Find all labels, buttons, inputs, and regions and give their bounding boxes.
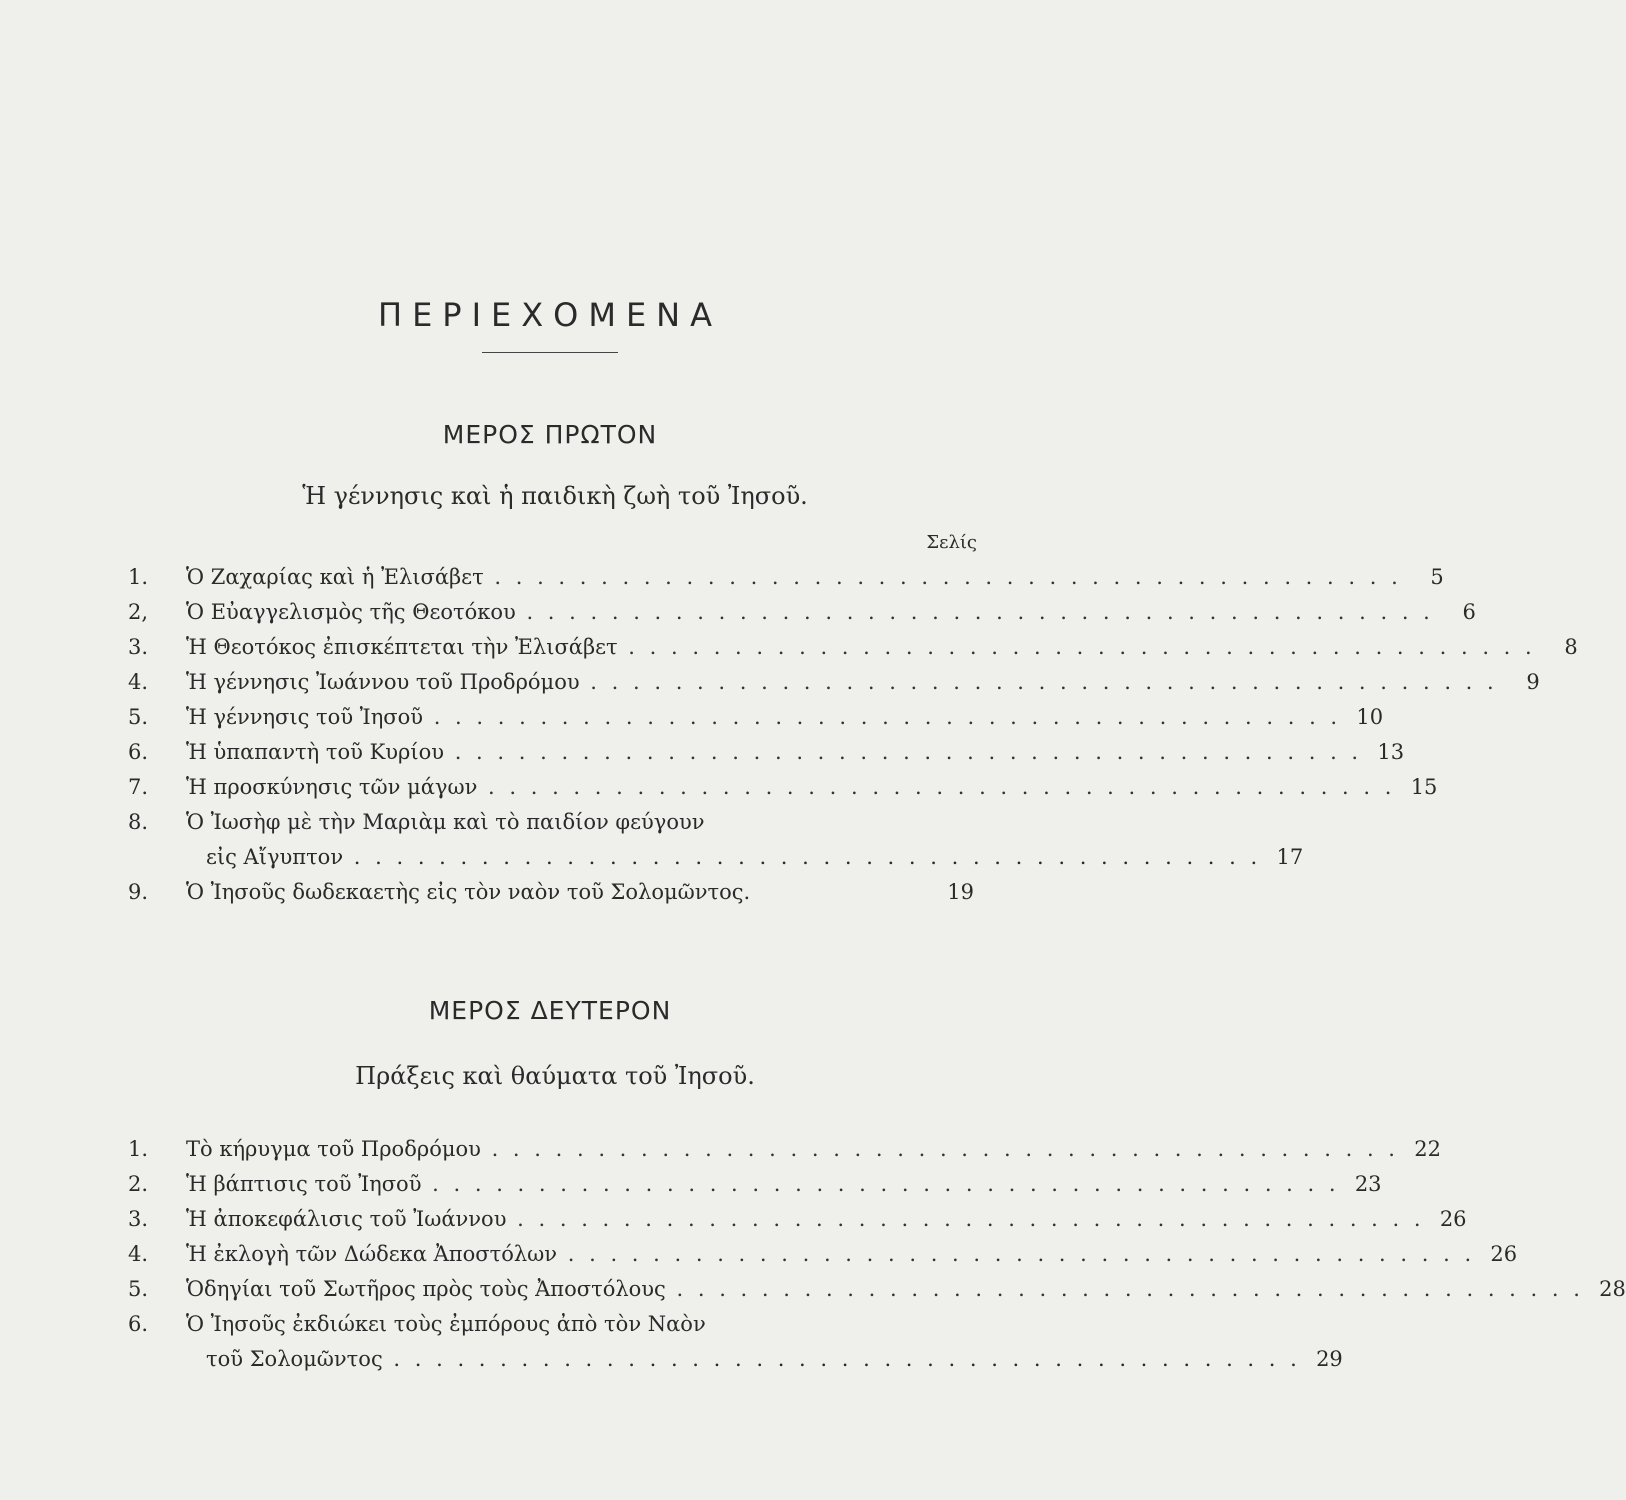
entry-number: 5. (128, 1277, 149, 1301)
toc-entry (128, 1167, 1382, 1202)
entry-page: 19 (932, 875, 974, 910)
entry-title: Ἡ προσκύνησις τῶν μάγων . . . (186, 770, 1395, 805)
entry-title (186, 1307, 1301, 1377)
toc-entry (128, 1237, 1518, 1272)
toc-entry (128, 700, 1384, 735)
part-1-heading: ΜΕΡΟΣ ΠΡΩΤΟΝ (442, 420, 658, 449)
entry-page: 6 (1434, 595, 1476, 630)
entry-number: 9. (128, 880, 149, 904)
page-title: ΠΕΡΙΕΧΟΜΕΝΑ (378, 296, 722, 334)
entry-title: Ἡ βάπτισις τοῦ Ἰησοῦ . . . (186, 1167, 1340, 1202)
entry-number: 6. (128, 1312, 149, 1336)
toc-entry (128, 770, 1438, 805)
entry-title: Ἡ Θεοτόκος ἐπισκέπτεται τὴν Ἐλισάβετ . . . (186, 630, 1536, 665)
entry-title: Ἡ ὑπαπαντὴ τοῦ Κυρίου . . . (186, 735, 1362, 770)
toc-entry (128, 595, 1476, 630)
entry-number: 3. (128, 635, 149, 659)
toc-entry (128, 630, 1578, 665)
toc-entry (128, 665, 1540, 700)
entry-title-line-2: τοῦ Σολομῶντος . . . (186, 1342, 1301, 1377)
entry-title-line-2: εἰς Αἴγυπτον . . . (186, 840, 1261, 875)
toc-entry (128, 560, 1444, 595)
entry-page: 8 (1536, 630, 1578, 665)
entry-title-line-1: Ὁ Ἰησοῦς ἐκδιώκει τοὺς ἐμπόρους ἀπὸ τὸν Ναὸν (186, 1312, 706, 1336)
toc-entry (128, 1272, 1626, 1307)
entry-number: 2, (128, 600, 149, 624)
entry-page: 5 (1402, 560, 1444, 595)
toc-entry (128, 1202, 1467, 1237)
page-column-label: Σελίς (926, 532, 977, 553)
entry-number: 7. (128, 775, 149, 799)
entry-title: Ἡ ἐκλογὴ τῶν Δώδεκα Ἀποστόλων . . . (186, 1237, 1475, 1272)
toc-entry (128, 1132, 1441, 1167)
entry-number: 1. (128, 565, 149, 589)
entry-number: 5. (128, 705, 149, 729)
entry-number: 1. (128, 1137, 149, 1161)
entry-page: 9 (1498, 665, 1540, 700)
entry-page: 29 (1301, 1342, 1343, 1377)
entry-title: Ὁ Εὐαγγελισμὸς τῆς Θεοτόκου . . . (186, 595, 1434, 630)
part-1-subtitle: Ἡ γέννησις καὶ ἡ παιδικὴ ζωὴ τοῦ Ἰησοῦ. (302, 482, 808, 510)
toc-entry (128, 1307, 1343, 1377)
part-2-subtitle: Πράξεις καὶ θαύματα τοῦ Ἰησοῦ. (355, 1062, 755, 1090)
entry-title: Ἡ γέννησις Ἰωάννου τοῦ Προδρόμου . . . (186, 665, 1498, 700)
entry-number: 6. (128, 740, 149, 764)
part-2-heading: ΜΕΡΟΣ ΔΕΥΤΕΡΟΝ (428, 996, 672, 1025)
part-1-toc (128, 560, 1578, 910)
entry-page: 17 (1261, 840, 1303, 875)
entry-number: 4. (128, 1242, 149, 1266)
entry-title: Τὸ κήρυγμα τοῦ Προδρόμου . . . (186, 1132, 1399, 1167)
entry-page: 26 (1425, 1202, 1467, 1237)
entry-page: 10 (1341, 700, 1383, 735)
entry-title: Ὁδηγίαι τοῦ Σωτῆρος πρὸς τοὺς Ἀποστόλους . . . (186, 1272, 1584, 1307)
entry-number: 3. (128, 1207, 149, 1231)
entry-title: Ἡ γέννησις τοῦ Ἰησοῦ . . . (186, 700, 1341, 735)
entry-number: 4. (128, 670, 149, 694)
entry-page: 15 (1395, 770, 1437, 805)
entry-page: 28 (1584, 1272, 1626, 1307)
entry-number: 8. (128, 810, 149, 834)
entry-page: 23 (1340, 1167, 1382, 1202)
toc-entry (128, 735, 1405, 770)
entry-page: 26 (1475, 1237, 1517, 1272)
entry-page: 13 (1362, 735, 1404, 770)
part-2-toc (128, 1132, 1626, 1377)
entry-page: 22 (1399, 1132, 1441, 1167)
toc-entry (128, 805, 1304, 875)
entry-title: Ὁ Ἰησοῦς δωδεκαετὴς εἰς τὸν ναὸν τοῦ Σολομῶντος. (186, 880, 751, 904)
entry-number: 2. (128, 1172, 149, 1196)
toc-entry (128, 875, 974, 910)
entry-title-line-1: Ὁ Ἰωσὴφ μὲ τὴν Μαριὰμ καὶ τὸ παιδίον φεύγουν (186, 810, 705, 834)
title-underline (482, 352, 618, 353)
entry-title: Ὁ Ζαχαρίας καὶ ἡ Ἐλισάβετ . . . (186, 560, 1402, 595)
entry-title: Ἡ ἀποκεφάλισις τοῦ Ἰωάννου . . . (186, 1202, 1425, 1237)
entry-title (186, 805, 1261, 875)
